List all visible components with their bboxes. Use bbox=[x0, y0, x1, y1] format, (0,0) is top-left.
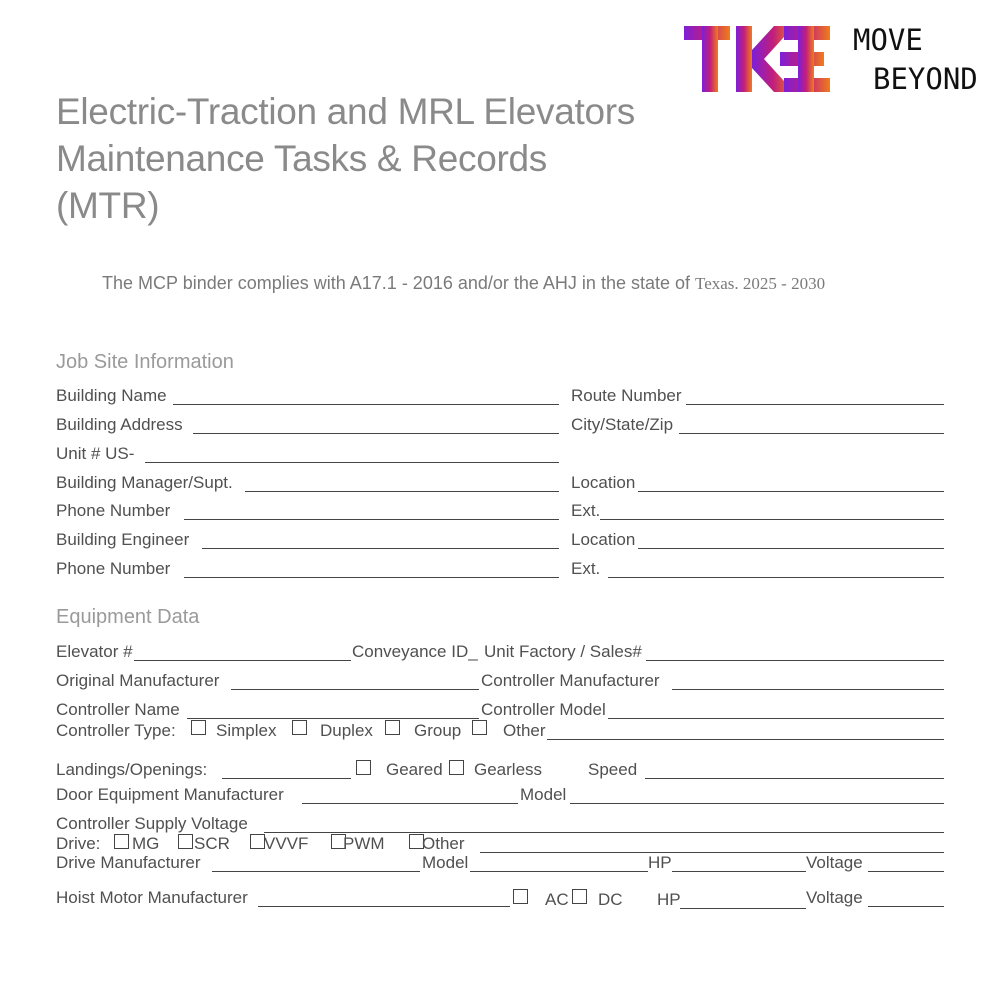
original-manufacturer-field[interactable] bbox=[231, 689, 479, 690]
vvvf-checkbox[interactable] bbox=[250, 834, 265, 849]
scr-label: SCR bbox=[194, 834, 230, 853]
door-model-label: Model bbox=[520, 785, 567, 804]
hoist-manufacturer-label: Hoist Motor Manufacturer bbox=[56, 888, 248, 907]
door-model-field[interactable] bbox=[570, 803, 944, 804]
landings-label: Landings/Openings: bbox=[56, 760, 208, 779]
drive-model-label: Model bbox=[422, 853, 469, 872]
mg-label: MG bbox=[132, 834, 160, 853]
controller-manufacturer-label: Controller Manufacturer bbox=[481, 671, 660, 690]
ac-label: AC bbox=[545, 890, 569, 909]
gearless-checkbox[interactable] bbox=[449, 760, 464, 775]
original-manufacturer-label: Original Manufacturer bbox=[56, 671, 220, 690]
drive-hp-label: HP bbox=[648, 853, 672, 872]
dc-label: DC bbox=[598, 890, 623, 909]
geared-checkbox[interactable] bbox=[356, 760, 371, 775]
building-manager-label: Building Manager/Supt. bbox=[56, 473, 233, 492]
dc-checkbox[interactable] bbox=[572, 889, 587, 904]
other-type-field[interactable] bbox=[547, 739, 944, 740]
drive-hp-field[interactable] bbox=[672, 871, 806, 872]
landings-field[interactable] bbox=[222, 778, 351, 779]
tagline-move: MOVE bbox=[853, 23, 923, 57]
phone-1-field[interactable] bbox=[184, 519, 559, 520]
drive-label: Drive: bbox=[56, 834, 101, 853]
tke-logo bbox=[684, 26, 830, 92]
conveyance-id-label: Conveyance ID_ bbox=[352, 642, 478, 661]
location-2-field[interactable] bbox=[638, 548, 944, 549]
drive-manufacturer-label: Drive Manufacturer bbox=[56, 853, 201, 872]
phone-2-label: Phone Number bbox=[56, 559, 171, 578]
group-checkbox[interactable] bbox=[385, 720, 400, 735]
pwm-label: PWM bbox=[343, 834, 385, 853]
route-number-label: Route Number bbox=[571, 386, 682, 405]
location-1-label: Location bbox=[571, 473, 636, 492]
compliance-statement bbox=[102, 273, 825, 294]
speed-field[interactable] bbox=[645, 778, 944, 779]
unit-field[interactable] bbox=[145, 462, 559, 463]
building-address-label: Building Address bbox=[56, 415, 183, 434]
phone-2-field[interactable] bbox=[184, 577, 559, 578]
geared-label: Geared bbox=[386, 760, 443, 779]
elevator-no-field[interactable] bbox=[134, 660, 351, 661]
other-drive-field[interactable] bbox=[480, 852, 944, 853]
controller-type-label: Controller Type: bbox=[56, 721, 176, 740]
title-line-1: Electric-Traction and MRL Elevators bbox=[56, 91, 635, 132]
drive-voltage-field[interactable] bbox=[868, 871, 944, 872]
tagline-beyond: BEYOND bbox=[873, 62, 978, 96]
simplex-checkbox[interactable] bbox=[191, 720, 206, 735]
drive-model-field[interactable] bbox=[470, 871, 648, 872]
equipment-heading: Equipment Data bbox=[56, 606, 200, 628]
supply-voltage-label: Controller Supply Voltage bbox=[56, 814, 248, 833]
speed-label: Speed bbox=[588, 760, 638, 779]
ext-2-label: Ext. bbox=[571, 559, 601, 578]
vvvf-label: VVVF bbox=[264, 834, 309, 853]
ext-1-label: Ext. bbox=[571, 501, 601, 520]
duplex-checkbox[interactable] bbox=[292, 720, 307, 735]
controller-name-field[interactable] bbox=[187, 718, 479, 719]
compliance-text: The MCP binder complies with A17.1 - 2016 and/or the AHJ in the state of bbox=[102, 273, 695, 293]
elevator-no-label: Elevator # bbox=[56, 642, 133, 661]
gearless-label: Gearless bbox=[474, 760, 543, 779]
compliance-state-years: Texas. 2025 - 2030 bbox=[695, 274, 826, 293]
other-type-checkbox[interactable] bbox=[472, 720, 487, 735]
unit-label: Unit # US- bbox=[56, 444, 135, 463]
title-line-2: Maintenance Tasks & Records bbox=[56, 138, 547, 179]
controller-name-label: Controller Name bbox=[56, 700, 180, 719]
building-name-label: Building Name bbox=[56, 386, 167, 405]
ac-checkbox[interactable] bbox=[513, 889, 528, 904]
phone-1-label: Phone Number bbox=[56, 501, 171, 520]
building-manager-field[interactable] bbox=[245, 491, 559, 492]
location-1-field[interactable] bbox=[638, 491, 944, 492]
controller-model-field[interactable] bbox=[608, 718, 944, 719]
building-name-field[interactable] bbox=[173, 404, 559, 405]
ext-1-field[interactable] bbox=[600, 519, 944, 520]
city-state-zip-label: City/State/Zip bbox=[571, 415, 674, 434]
unit-factory-field[interactable] bbox=[646, 660, 944, 661]
drive-voltage-label: Voltage bbox=[806, 853, 863, 872]
building-engineer-label: Building Engineer bbox=[56, 530, 190, 549]
page-title bbox=[56, 88, 635, 229]
building-engineer-field[interactable] bbox=[202, 548, 559, 549]
duplex-label: Duplex bbox=[320, 721, 373, 740]
job-site-heading: Job Site Information bbox=[56, 351, 234, 373]
hoist-voltage-field[interactable] bbox=[868, 906, 944, 907]
ext-2-field[interactable] bbox=[608, 577, 944, 578]
group-label: Group bbox=[414, 721, 462, 740]
other-type-label: Other bbox=[503, 721, 546, 740]
building-address-field[interactable] bbox=[193, 433, 559, 434]
drive-manufacturer-field[interactable] bbox=[212, 871, 420, 872]
controller-manufacturer-field[interactable] bbox=[672, 689, 944, 690]
location-2-label: Location bbox=[571, 530, 636, 549]
other-drive-label: Other bbox=[422, 834, 465, 853]
hoist-hp-label: HP bbox=[657, 890, 681, 909]
simplex-label: Simplex bbox=[216, 721, 277, 740]
title-line-3: (MTR) bbox=[56, 185, 160, 226]
route-number-field[interactable] bbox=[686, 404, 944, 405]
controller-model-label: Controller Model bbox=[481, 700, 606, 719]
unit-factory-label: Unit Factory / Sales# bbox=[484, 642, 642, 661]
hoist-manufacturer-field[interactable] bbox=[258, 906, 510, 907]
door-manufacturer-label: Door Equipment Manufacturer bbox=[56, 785, 284, 804]
door-manufacturer-field[interactable] bbox=[302, 803, 518, 804]
hoist-hp-field[interactable] bbox=[680, 908, 806, 909]
hoist-voltage-label: Voltage bbox=[806, 888, 863, 907]
city-state-zip-field[interactable] bbox=[679, 433, 944, 434]
scr-checkbox[interactable] bbox=[178, 834, 193, 849]
mg-checkbox[interactable] bbox=[114, 834, 129, 849]
supply-voltage-field[interactable] bbox=[264, 832, 944, 833]
